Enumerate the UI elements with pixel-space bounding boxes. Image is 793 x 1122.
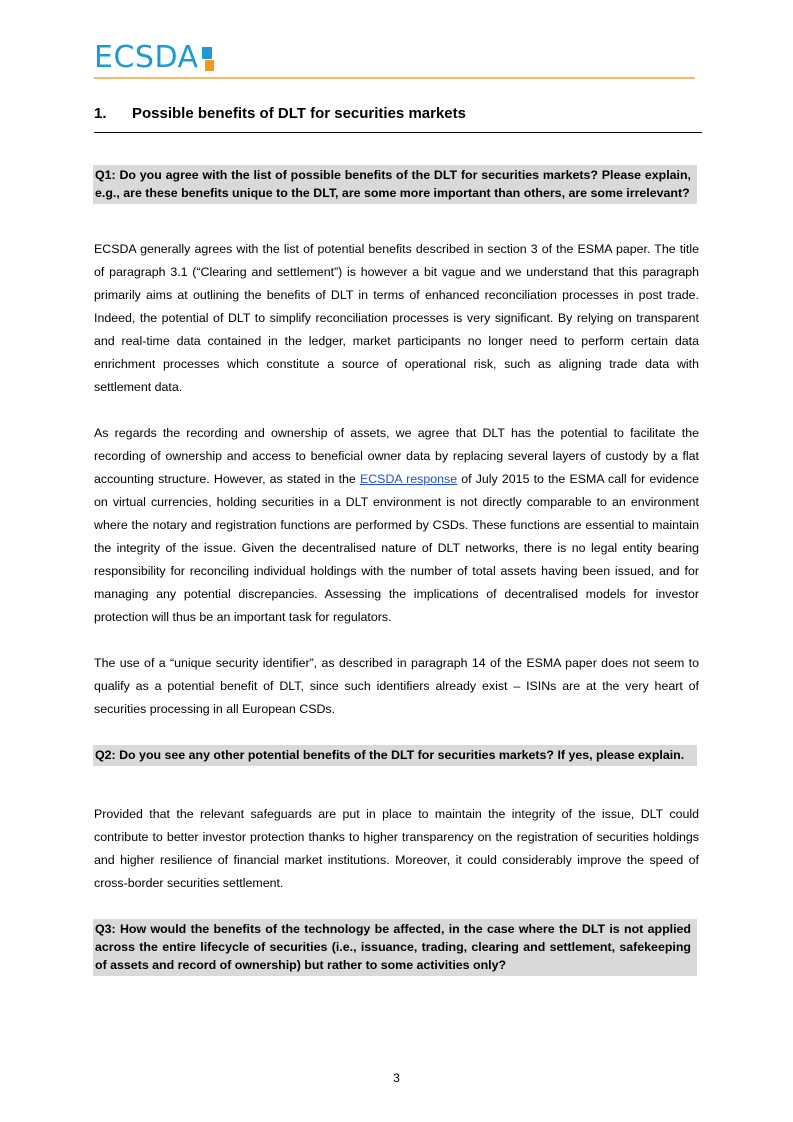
answer-paragraph-3: The use of a “unique security identifier”, as described in paragraph 14 of the ESMA paper does not seem to qualify as a potential benefit of DLT, since such identifiers already exist – ISINs are at the very heart of securities processing in all European CSDs. [94, 656, 699, 716]
answer-paragraph-1: ECSDA generally agrees with the list of potential benefits described in section 3 of the ESMA paper. The title of paragraph 3.1 (“Clearing and settlement”) is however a bit vague and we understand that this paragraph primarily aims at outlining the benefits of DLT in terms of enhanced reconciliation processes in post trade. Indeed, the potential of DLT to simplify reconciliation processes is very significant. By relying on transparent and real-time data contained in the ledger, market participants no longer need to perform certain data enrichment processes which constitute a source of operational risk, such as aligning trade data with settlement data. [94, 242, 699, 394]
section-title-text: Possible benefits of DLT for securities markets [132, 105, 466, 122]
title-rule [94, 132, 702, 133]
header-rule [94, 77, 695, 79]
question-q2: Q2: Do you see any other potential benefits of the DLT for securities markets? If yes, please explain. [93, 745, 697, 766]
logo-text: ECSDA [94, 40, 199, 75]
question-q1: Q1: Do you agree with the list of possible benefits of the DLT for securities markets? Please explain, e.g., are these benefits unique to the DLT, are some more important than others, are some irrelevant? [93, 165, 697, 204]
question-q3: Q3: How would the benefits of the technology be affected, in the case where the DLT is not applied across the entire lifecycle of securities (i.e., issuance, trading, clearing and settlement, safekeeping of assets and record of ownership) but rather to some activities only? [93, 919, 697, 976]
logo-mark-icon [202, 47, 214, 71]
answer-paragraph-4: Provided that the relevant safeguards are put in place to maintain the integrity of the issue, DLT could contribute to better investor protection thanks to higher transparency on the registration of securities holdings and higher resilience of financial market institutions. Moreover, it could considerably improve the speed of cross-border securities settlement. [94, 807, 699, 890]
ecsda-response-link[interactable]: ECSDA response [359, 472, 458, 486]
page-number: 3 [393, 1071, 400, 1085]
paragraph-2-text-before: As regards the recording and ownership of assets, we agree that DLT has the potential to facilitate the recording of ownership and access to beneficial owner data by replacing several layers of custody by a flat accounting structure. However, as stated in the [94, 426, 699, 486]
section-number: 1. [94, 105, 107, 122]
ecsda-logo [94, 41, 214, 73]
section-title [94, 104, 702, 124]
answer-paragraph-2 [94, 422, 699, 629]
paragraph-2-text-after: of July 2015 to the ESMA call for evidence on virtual currencies, holding securities in a DLT environment is not directly comparable to an environment where the notary and registration functions are performed by CSDs. These functions are essential to maintain the integrity of the issue. Given the decentralised nature of DLT networks, there is no legal entity bearing responsibility for reconciling individual holdings with the number of total assets having been issued, and for managing any potential discrepancies. Assessing the implications of decentralised models for investor protection will thus be an important task for regulators. [94, 472, 699, 624]
